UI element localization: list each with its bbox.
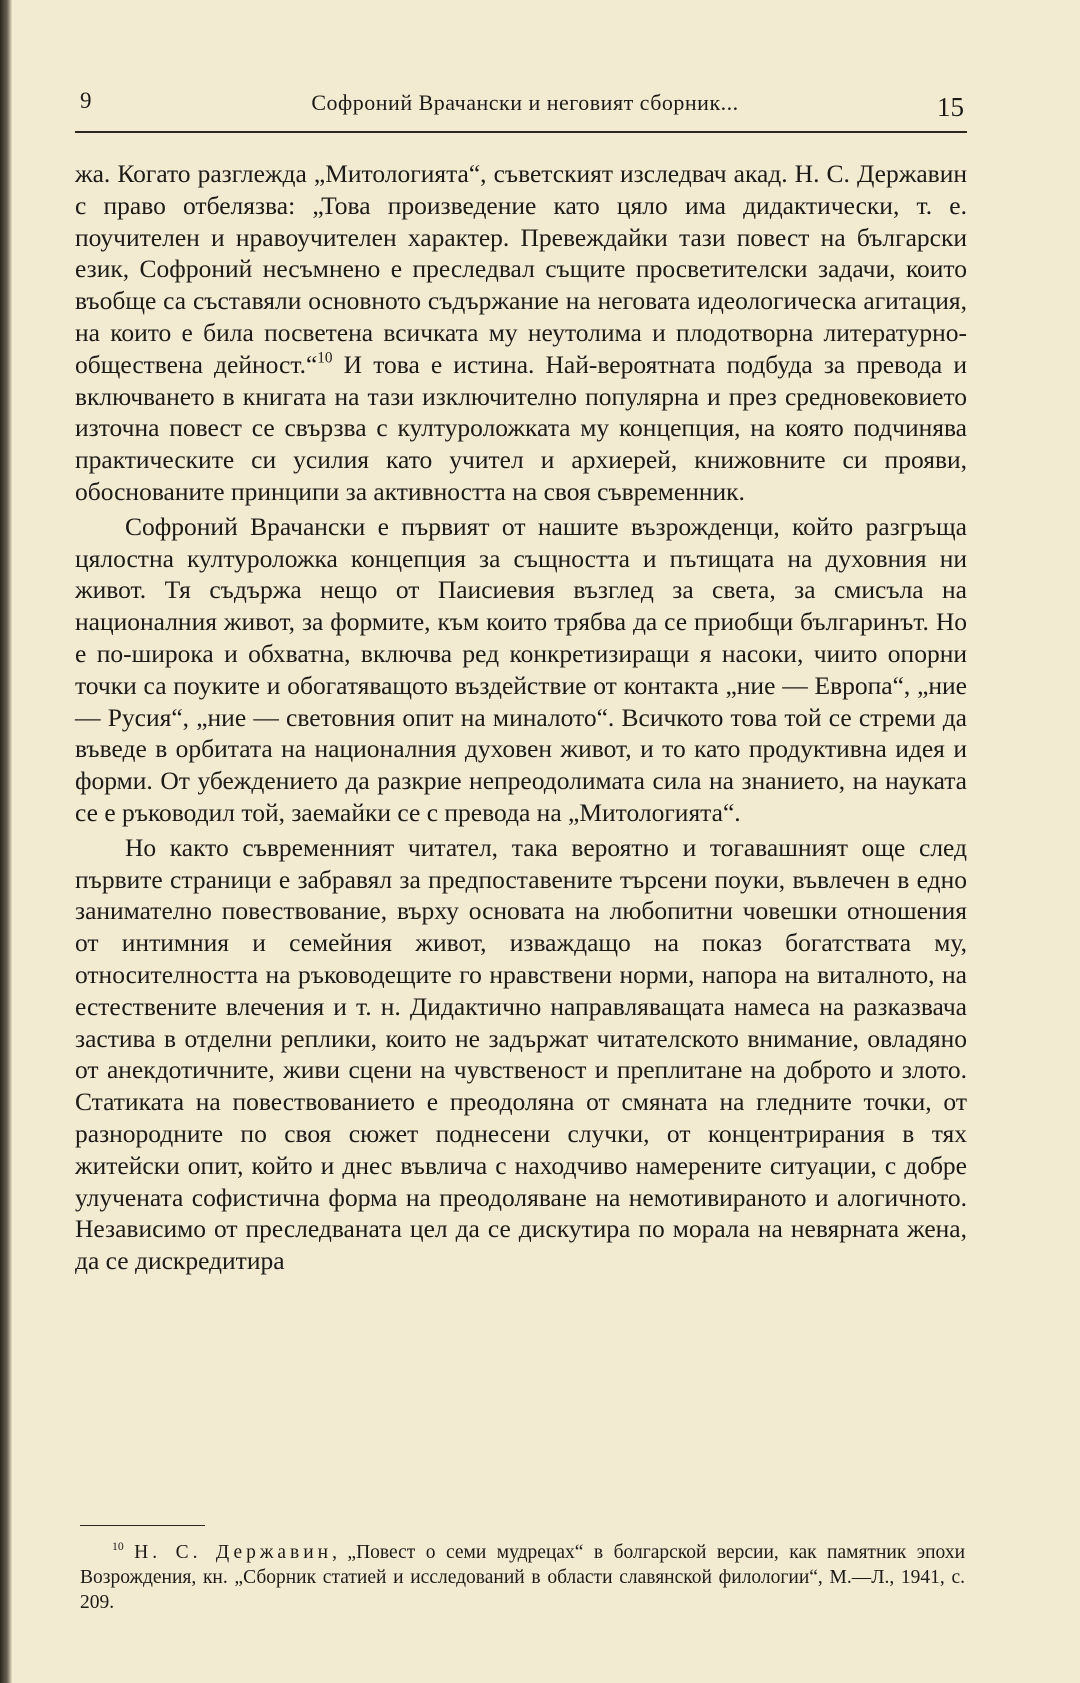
running-title: Софроний Врачански и неговият сборник... [311, 90, 739, 115]
paragraph-3: Но както съвременният читател, така вероятно и тогавашният още след първите страници е забравял за предпоставените търсени поуки, въвлечен в едно занимателно повествование, върху основата на любопитни човешки отношения от интимния и семейния живот, изваждащо на показ богатствата му, относителността на ръководещите го нравствени норми, напора на виталното, на естествените влечения и т. н. Дидактично направляващата намеса на разказвача застива в отделни реплики, които не задържат читателското внимание, овладяно от анекдотичните, живи сцени на чувственост и преплитане на доброто и злото. Статиката на повествованието е преодоляна от смяната на гледните точки, от разнородните по своя сюжет поднесени случки, от концентрирания в тях житейски опит, който и днес въвлича с находчиво намерените ситуации, с добре улучената софистична форма на преодоляване на немотивираното и алогичното. Независимо от преследваната цел да се дискутира по морала на невярната жена, да се дискредитира [75, 832, 967, 1276]
book-spine-shadow [0, 0, 12, 1683]
footnote-text: , „Повест о семи мудрецах“ в болгарской версии, как памятник эпохи Возрождения, кн. „Сборник статией и исследований в области славянской филологии“, М.—Л., 1941, с. 209. [80, 1542, 966, 1613]
footnote-separator [80, 1525, 205, 1526]
footnote-author: Н. С. Державин [134, 1542, 333, 1563]
main-text [75, 158, 967, 1277]
page-header [80, 84, 970, 124]
footnote-marker: 10 [112, 1539, 124, 1553]
sheet-number: 9 [80, 88, 92, 113]
paragraph-1-part-a: жа. Когато разглежда „Митологията“, съветският изследвач акад. Н. С. Державин с право отбелязва: „Това произведение като цяло има дидактически, т. е. поучителен и нравоучителен характер. Превеждайки тази повест на български език, Софроний несъмнено е преследвал същите просветителски задачи, които въобще са съставяли основното съдържание на неговата идеологическа агитация, на които е била посветена всичката му неутолима и плодотворна литературно-обществена дейност.“ [75, 159, 967, 379]
header-rule [75, 131, 967, 133]
paragraph-1 [75, 158, 967, 508]
paragraph-2: Софроний Врачански е първият от нашите възрожденци, който разгръща цялостна културоложка концепция за същността и пътищата на духовния ни живот. Тя съдържа нещо от Паисиевия възглед за света, за смисъла на националния живот, за формите, към които трябва да се приобщи българинът. Но е по-широка и обхватна, включва ред конкретизиращи я насоки, чиито опорни точки са поуките и обогатяващото въздействие от контакта „ние — Европа“, „ние — Русия“, „ние — световния опит на миналото“. Всичкото това той се стреми да въведе в орбитата на националния духовен живот, и то като продуктивна идея и форми. От убеждението да разкрие непреодолимата сила на знанието, на науката се е ръководил той, заемайки се с превода на „Митологията“. [75, 511, 967, 827]
footnote [80, 1540, 965, 1615]
footnote-reference: 10 [317, 349, 333, 367]
page-number: 15 [937, 92, 964, 122]
paragraph-1-part-b: И това е истина. Най-вероятната подбуда за превода и включването в книгата на тази изключително популярна и през средновековието източна повест се свързва с културоложката му концепция, на която подчинява практическите си усилия като учител и архиерей, книжовните си прояви, обоснованите принципи за активността на своя съвременник. [75, 349, 967, 506]
